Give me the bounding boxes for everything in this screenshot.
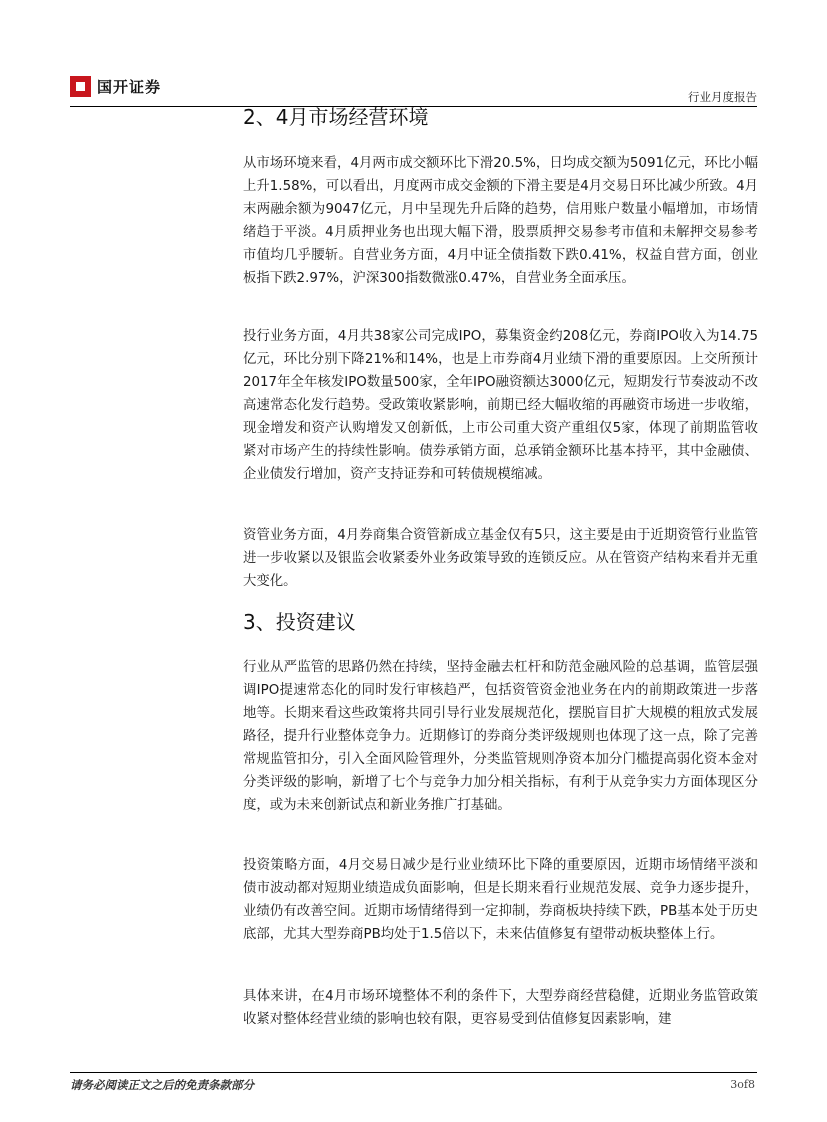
footer-divider [70, 1072, 757, 1073]
section-3-heading: 3、投资建议 [243, 610, 356, 634]
disclaimer: 请务必阅读正文之后的免责条款部分 [70, 1078, 254, 1092]
paragraph-investment-banking: 投行业务方面，4月共38家公司完成IPO，募集资金约208亿元，券商IPO收入为14.75亿元，环比分别下降21%和14%，也是上市券商4月业绩下滑的重要原因。上交所预计2017年全年核发IPO数量500家，全年IPO融资额达3000亿元，短期发行节奏波动不改高速常态化发行趋势。受政策收紧影响，前期已经大幅收缩的再融资市场进一步收缩，现金增发和资产认购增发又创新低，上市公司重大资产重组仅5家，体现了前期监管收紧对市场产生的持续性影响。债券承销方面，总承销金额环比基本持平，其中金融债、企业债发行增加，资产支持证券和可转债规模缩减。 [243, 329, 758, 482]
logo-mark-icon [70, 76, 91, 97]
paragraph-regulatory-outlook: 行业从严监管的思路仍然在持续，坚持金融去杠杆和防范金融风险的总基调，监管层强调IPO提速常态化的同时发行审核趋严，包括资管资金池业务在内的前期政策进一步落地等。长期来看这些政策将共同引导行业发展规范化，摆脱盲目扩大规模的粗放式发展路径，提升行业整体竞争力。近期修订的券商分类评级规则也体现了这一点，除了完善常规监管扣分，引入全面风险管理外，分类监管规则净资本加分门槛提高弱化资本金对分类评级的影响，新增了七个与竞争力加分相关指标，有利于从竞争实力方面体现区分度，或为未来创新试点和新业务推广打基础。 [243, 660, 758, 813]
company-name: 国开证券 [97, 78, 162, 96]
paragraph-market-environment: 从市场环境来看，4月两市成交额环比下滑20.5%，日均成交额为5091亿元，环比小幅上升1.58%，可以看出，月度两市成交金额的下滑主要是4月交易日环比减少所致。4月末两融余额为9047亿元，月中呈现先升后降的趋势，信用账户数量小幅增加，市场情绪趋于平淡。4月质押业务也出现大幅下滑，股票质押交易参考市值和未解押交易参考市值均几乎腰斩。自营业务方面，4月中证全债指数下跌0.41%，权益自营方面，创业板指下跌2.97%，沪深300指数微涨0.47%，自营业务全面承压。 [243, 156, 758, 286]
page-number: 3of8 [730, 1078, 755, 1091]
company-logo [70, 76, 161, 97]
section-2-heading: 2、4月市场经营环境 [243, 105, 429, 129]
paragraph-asset-management: 资管业务方面，4月券商集合资管新成立基金仅有5只，这主要是由于近期资管行业监管进一步收紧以及银监会收紧委外业务政策导致的连锁反应。从在管资产结构来看并无重大变化。 [243, 528, 758, 589]
paragraph-specific-recommendation: 具体来讲，在4月市场环境整体不利的条件下，大型券商经营稳健，近期业务监管政策收紧对整体经营业绩的影响也较有限，更容易受到估值修复因素影响，建 [243, 989, 758, 1027]
report-type: 行业月度报告 [688, 90, 757, 104]
paragraph-investment-strategy: 投资策略方面，4月交易日减少是行业业绩环比下降的重要原因，近期市场情绪平淡和债市波动都对短期业绩造成负面影响，但是长期来看行业规范发展、竞争力逐步提升，业绩仍有改善空间。近期市场情绪得到一定抑制，券商板块持续下跌，PB基本处于历史底部，尤其大型券商PB均处于1.5倍以下，未来估值修复有望带动板块整体上行。 [243, 858, 758, 942]
